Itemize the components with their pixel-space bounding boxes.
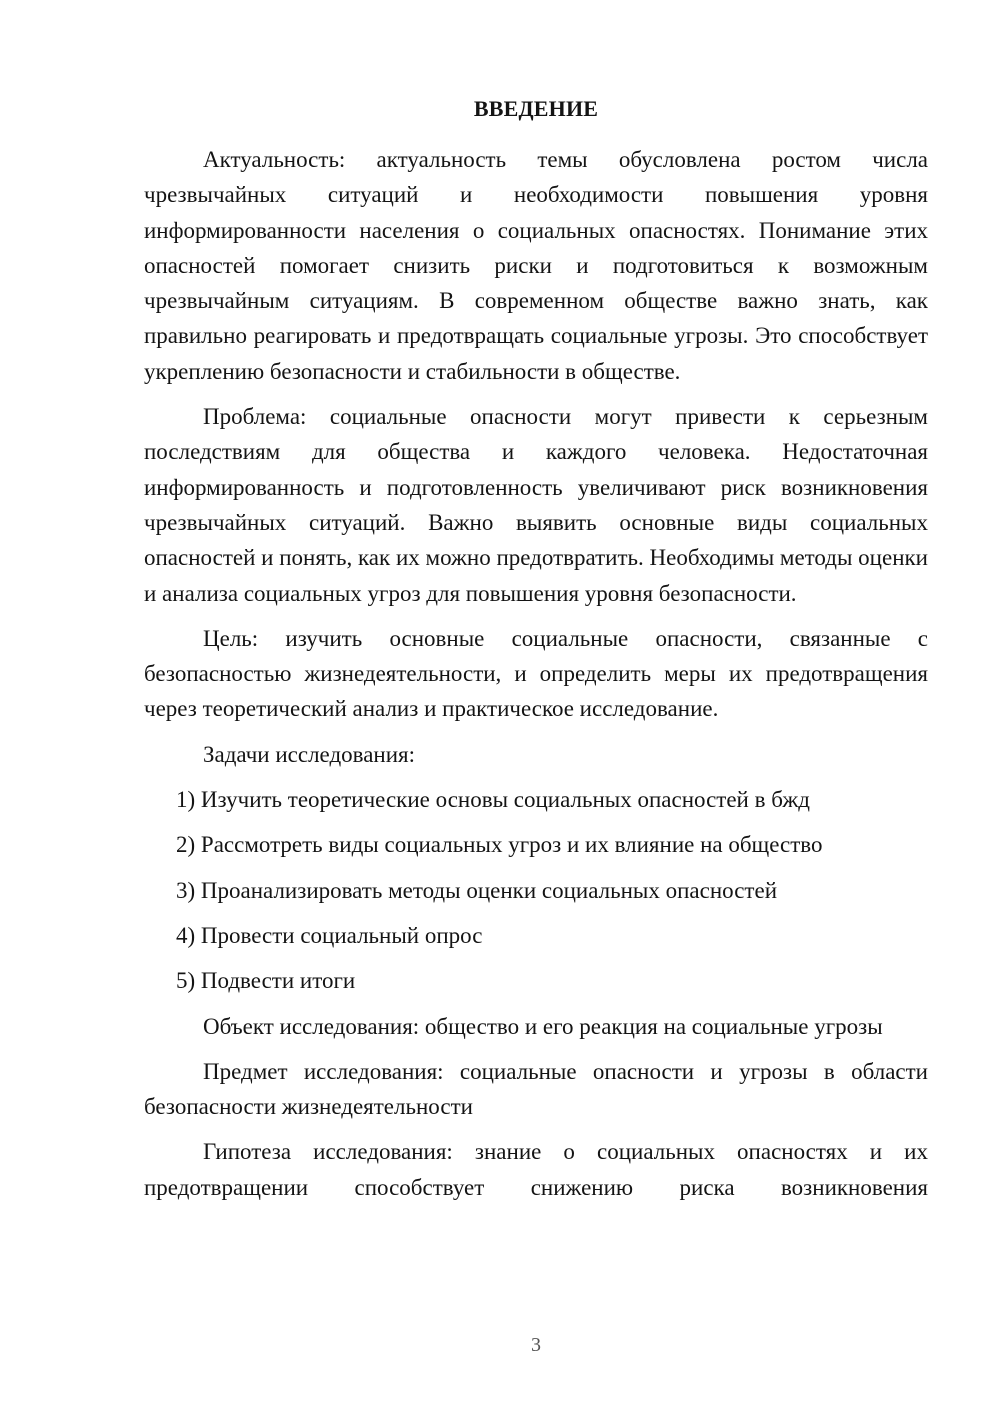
tasks-list bbox=[144, 782, 928, 998]
list-item: 1) Изучить теоретические основы социальных опасностей в бжд bbox=[176, 787, 810, 813]
page-title: ВВЕДЕНИЕ bbox=[473, 96, 599, 121]
paragraph-tasks-heading: Задачи исследования: bbox=[203, 741, 416, 767]
paragraph-hypothesis: Гипотеза исследования: знание о социальных опасностях и их предотвращении способствует снижению риска возникновения bbox=[144, 1139, 928, 1200]
list-item: 2) Рассмотреть виды социальных угроз и их влияние на общество bbox=[176, 832, 823, 858]
paragraph-goal: Цель: изучить основные социальные опасности, связанные с безопасностью жизнедеятельности, и определить меры их предотвращения через теоретический анализ и практическое исследование. bbox=[144, 625, 928, 722]
paragraph-subject: Предмет исследования: социальные опасности и угрозы в области безопасности жизнедеятельности bbox=[144, 1058, 928, 1120]
list-item: 3) Проанализировать методы оценки социальных опасностей bbox=[176, 877, 777, 903]
paragraph-object: Объект исследования: общество и его реакция на социальные угрозы bbox=[203, 1013, 883, 1039]
list-item: 5) Подвести итоги bbox=[176, 968, 356, 994]
paragraph-relevance: Актуальность: актуальность темы обусловлена ростом числа чрезвычайных ситуаций и необходимости повышения уровня информированности населения о социальных опасностях. Понимание этих опасностей помогает снизить риски и подготовиться к возможным чрезвычайным ситуациям. В современном обществе важно знать, как правильно реагировать и предотвращать социальные угрозы. Это способствует укреплению безопасности и стабильности в обществе. bbox=[144, 147, 928, 384]
document-body bbox=[144, 142, 928, 1215]
page-number: 3 bbox=[531, 1334, 541, 1356]
list-item: 4) Провести социальный опрос bbox=[176, 922, 483, 948]
paragraph-problem: Проблема: социальные опасности могут привести к серьезным последствиям для общества и каждого человека. Недостаточная информированность и подготовленность увеличивают риск возникновения чрезвычайных ситуаций. Важно выявить основные виды социальных опасностей и понять, как их можно предотвратить. Необходимы методы оценки и анализа социальных угроз для повышения уровня безопасности. bbox=[144, 404, 928, 606]
